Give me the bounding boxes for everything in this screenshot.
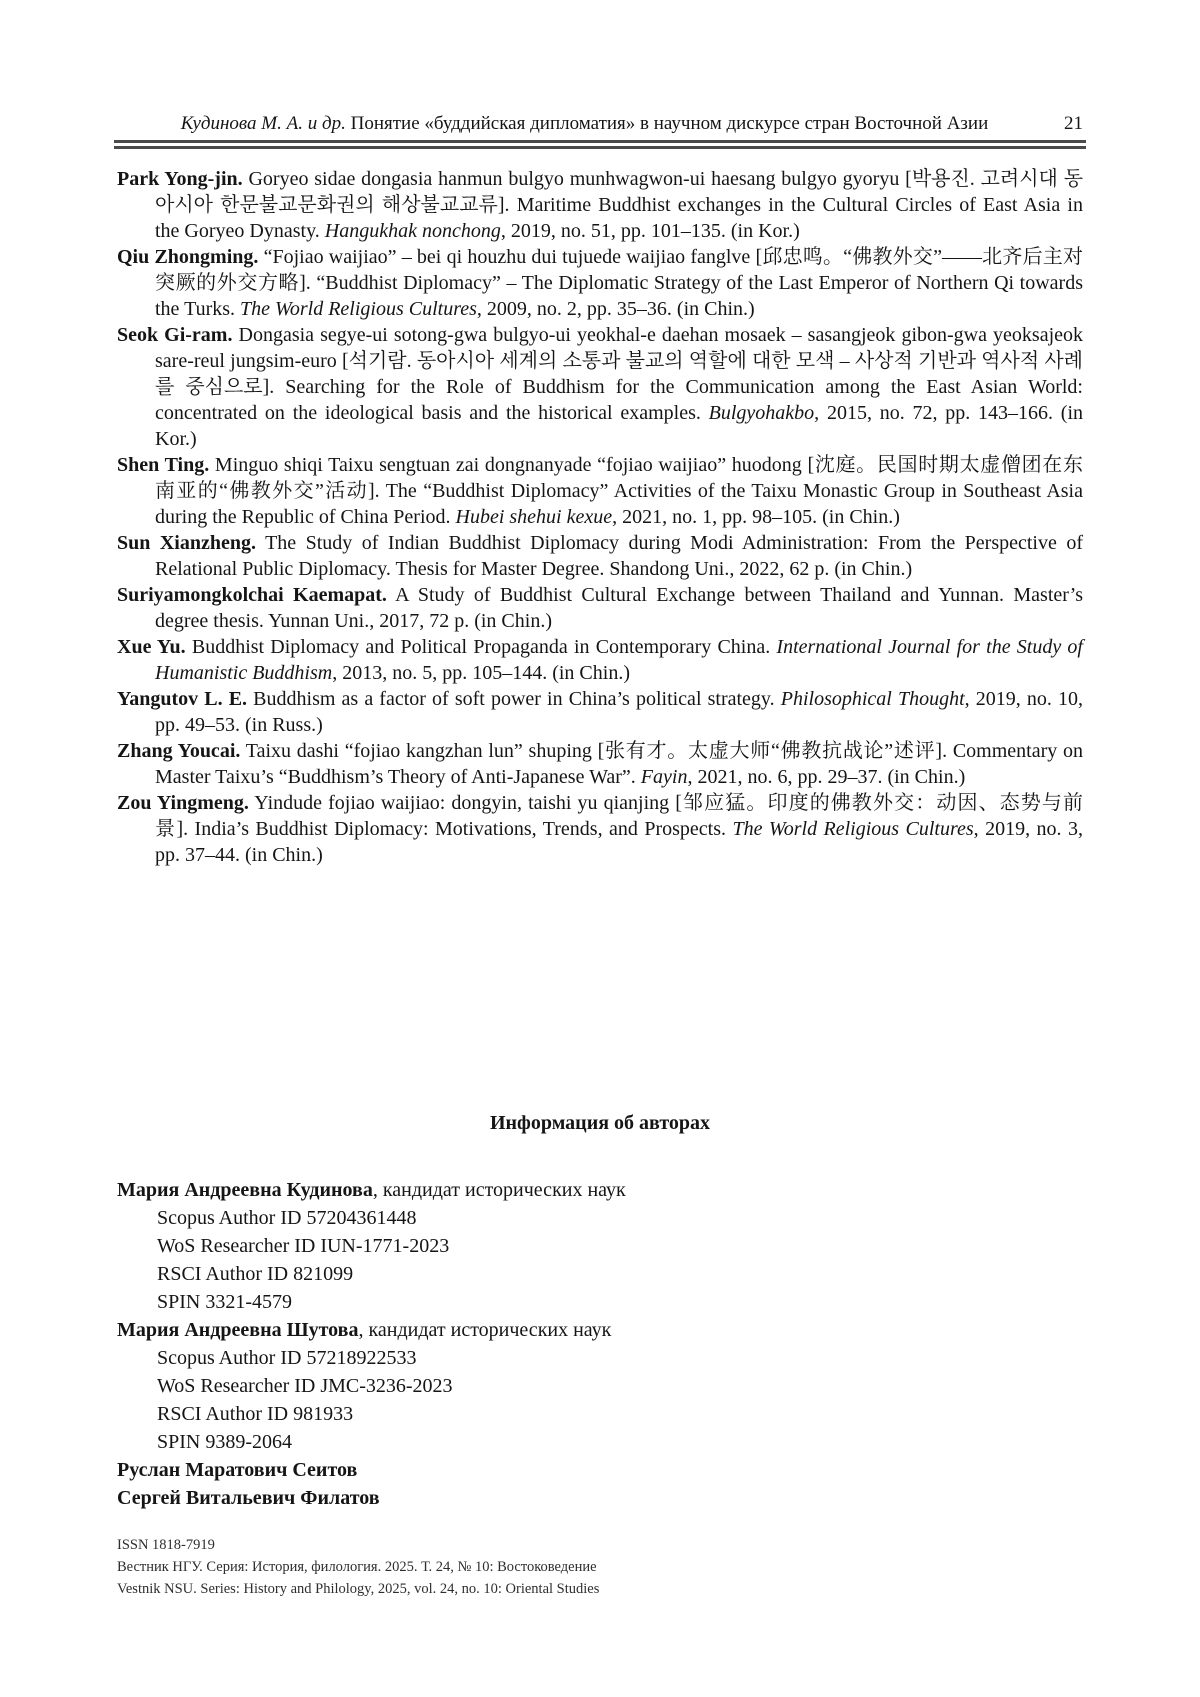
reference-text-run: , 2019, no. 3, pp. 37–44. (in Chin.): [155, 818, 1083, 866]
reference-text-run: Buddhist Diplomacy and Political Propaganda in Contemporary China.: [185, 636, 777, 658]
author-id-line: WoS Researcher ID IUN-1771-2023: [157, 1235, 450, 1257]
running-header: [117, 112, 1083, 136]
reference-text-run: Taixu dashi “fojiao kangzhan lun” shuping [张有才。太虚大师“佛教抗战论”述评]. Commentary on Master Taixu’s “Buddhism’s Theory of Anti-Japanese War”.: [155, 740, 1083, 788]
reference-entry: [117, 634, 1083, 686]
author-name-line: [117, 1176, 1083, 1204]
reference-entry: [117, 738, 1083, 790]
author-entry: [117, 1176, 1083, 1316]
reference-text-run: Hangukhak nonchong: [324, 220, 501, 242]
reference-text-run: Zou Yingmeng.: [117, 792, 249, 814]
reference-text-run: , 2019, no. 51, pp. 101–135. (in Kor.): [500, 220, 800, 242]
reference-text-run: , 2009, no. 2, pp. 35–36. (in Chin.): [476, 298, 755, 320]
reference-text-run: Park Yong-jin.: [117, 168, 243, 190]
author-id-line: RSCI Author ID 821099: [157, 1263, 354, 1285]
authors-section-heading: Информация об авторах: [489, 1112, 711, 1134]
author-id-line: Scopus Author ID 57218922533: [157, 1347, 417, 1369]
running-title-authors: Кудинова М. А. и др.: [180, 113, 346, 134]
reference-entry: [117, 686, 1083, 738]
page-number: 21: [1064, 113, 1083, 134]
footer-journal-en: Vestnik NSU. Series: History and Philology, 2025, vol. 24, no. 10: Oriental Studies: [117, 1581, 600, 1597]
author-name: Мария Андреевна Шутова: [117, 1319, 359, 1341]
author-id-line: SPIN 3321-4579: [157, 1291, 293, 1313]
reference-text-run: Suriyamongkolchai Kaemapat.: [117, 584, 387, 606]
reference-text-run: International Journal for the Study of Humanistic Buddhism: [155, 636, 1083, 684]
reference-entry: [117, 530, 1083, 582]
reference-text-run: The World Religious Cultures: [732, 818, 974, 840]
reference-text-run: Dongasia segye-ui sotong-gwa bulgyo-ui yeokhal-e daehan mosaek – sasangjeok gibon-gwa yeoksajeok sare-reul jungsim-euro [석기람. 동아시아 세계의 소통과 불교의 역할에 대한 모색 – 사상적 기반과 역사적 사례를 중심으로]. Searching for the Role of Buddhism for the Communication among the East Asian World: concentrated on the ideological basis and the historical examples.: [155, 324, 1084, 424]
reference-text-run: Xue Yu.: [117, 636, 186, 658]
reference-text-run: Minguo shiqi Taixu sengtuan zai dongnanyade “fojiao waijiao” huodong [沈庭。民国时期太虚僧团在东南亚的“佛教外交”活动]. The “Buddhist Diplomacy” Activities of the Taixu Monastic Group in Southeast Asia during the Republic of China Period.: [155, 454, 1083, 528]
footer-issn: ISSN 1818-7919: [117, 1537, 215, 1553]
reference-text-run: Fayin: [640, 766, 688, 788]
reference-entry: [117, 582, 1083, 634]
reference-text-run: Buddhism as a factor of soft power in China’s political strategy.: [247, 688, 781, 710]
author-id-line: WoS Researcher ID JMC-3236-2023: [157, 1375, 453, 1397]
reference-text-run: Bulgyohakbo: [708, 402, 815, 424]
reference-text-run: Shen Ting.: [117, 454, 210, 476]
reference-text-run: Qiu Zhongming.: [117, 246, 259, 268]
reference-entry: [117, 322, 1083, 452]
reference-text-run: Philosophical Thought: [780, 688, 965, 710]
reference-text-run: “Fojiao waijiao” – bei qi houzhu dui tujuede waijiao fanglve [邱忠鸣。“佛教外交”——北齐后主对突厥的外交方略]. “Buddhist Diplomacy” – The Diplomatic Strategy of the Last Emperor of Northern Qi towards the Turks.: [155, 246, 1083, 320]
header-double-rule: [114, 140, 1086, 149]
author-name: Мария Андреевна Кудинова: [117, 1179, 373, 1201]
author-name: Сергей Витальевич Филатов: [117, 1487, 380, 1509]
reference-entry: [117, 452, 1083, 530]
reference-entry: [117, 166, 1083, 244]
author-id-list: [117, 1204, 1083, 1316]
author-name-line: [117, 1456, 1083, 1484]
reference-entry: [117, 790, 1083, 868]
reference-text-run: Yindude fojiao waijiao: dongyin, taishi yu qianjing [邹应猛。印度的佛教外交：动因、态势与前景]. India’s Buddhist Diplomacy: Motivations, Trends, and Prospects.: [155, 792, 1083, 840]
author-entry: [117, 1484, 1083, 1512]
running-title: [117, 112, 1052, 136]
author-entry: [117, 1316, 1083, 1456]
reference-text-run: Zhang Youcai.: [117, 740, 241, 762]
reference-text-run: , 2015, no. 72, pp. 143–166. (in Kor.): [155, 402, 1084, 450]
reference-text-run: A Study of Buddhist Cultural Exchange between Thailand and Yunnan. Master’s degree thesis. Yunnan Uni., 2017, 72 p. (in Chin.): [155, 584, 1084, 632]
reference-text-run: , 2021, no. 6, pp. 29–37. (in Chin.): [687, 766, 966, 788]
author-degree: , кандидат исторических наук: [372, 1179, 626, 1201]
author-id-line: SPIN 9389-2064: [157, 1431, 293, 1453]
reference-text-run: Yangutov L. E.: [117, 688, 248, 710]
author-id-line: Scopus Author ID 57204361448: [157, 1207, 417, 1229]
references-list: [117, 166, 1083, 868]
author-name: Руслан Маратович Сеитов: [117, 1459, 358, 1481]
reference-text-run: Sun Xianzheng.: [117, 532, 256, 554]
reference-text-run: Goryeo sidae dongasia hanmun bulgyo munhwagwon-ui haesang bulgyo gyoryu [박용진. 고려시대 동아시아 한문불교문화권의 해상불교교류]. Maritime Buddhist exchanges in the Cultural Circles of East Asia in the Goryeo Dynasty.: [155, 168, 1084, 242]
author-id-line: RSCI Author ID 981933: [157, 1403, 354, 1425]
reference-entry: [117, 244, 1083, 322]
author-name-line: [117, 1316, 1083, 1344]
running-title-text: Понятие «буддийская дипломатия» в научном дискурсе стран Восточной Азии: [345, 113, 989, 134]
reference-text-run: , 2019, no. 10, pp. 49–53. (in Russ.): [155, 688, 1084, 736]
author-entry: [117, 1456, 1083, 1484]
page-footer: [117, 1534, 1083, 1600]
reference-text-run: , 2021, no. 1, pp. 98–105. (in Chin.): [612, 506, 900, 528]
reference-text-run: The World Religious Cultures: [240, 298, 477, 320]
reference-text-run: The Study of Indian Buddhist Diplomacy during Modi Administration: From the Perspective of Relational Public Diplomacy. Thesis for Master Degree. Shandong Uni., 2022, 62 p. (in Chin.): [155, 532, 1083, 580]
footer-journal-ru: Вестник НГУ. Серия: История, филология. 2025. Т. 24, № 10: Востоковедение: [117, 1559, 597, 1575]
reference-text-run: Seok Gi-ram.: [117, 324, 233, 346]
author-degree: , кандидат исторических наук: [358, 1319, 612, 1341]
reference-text-run: , 2013, no. 5, pp. 105–144. (in Chin.): [332, 662, 630, 684]
author-name-line: [117, 1484, 1083, 1512]
author-id-list: [117, 1344, 1083, 1456]
reference-text-run: Hubei shehui kexue: [455, 506, 613, 528]
authors-info-section: [117, 1176, 1083, 1512]
